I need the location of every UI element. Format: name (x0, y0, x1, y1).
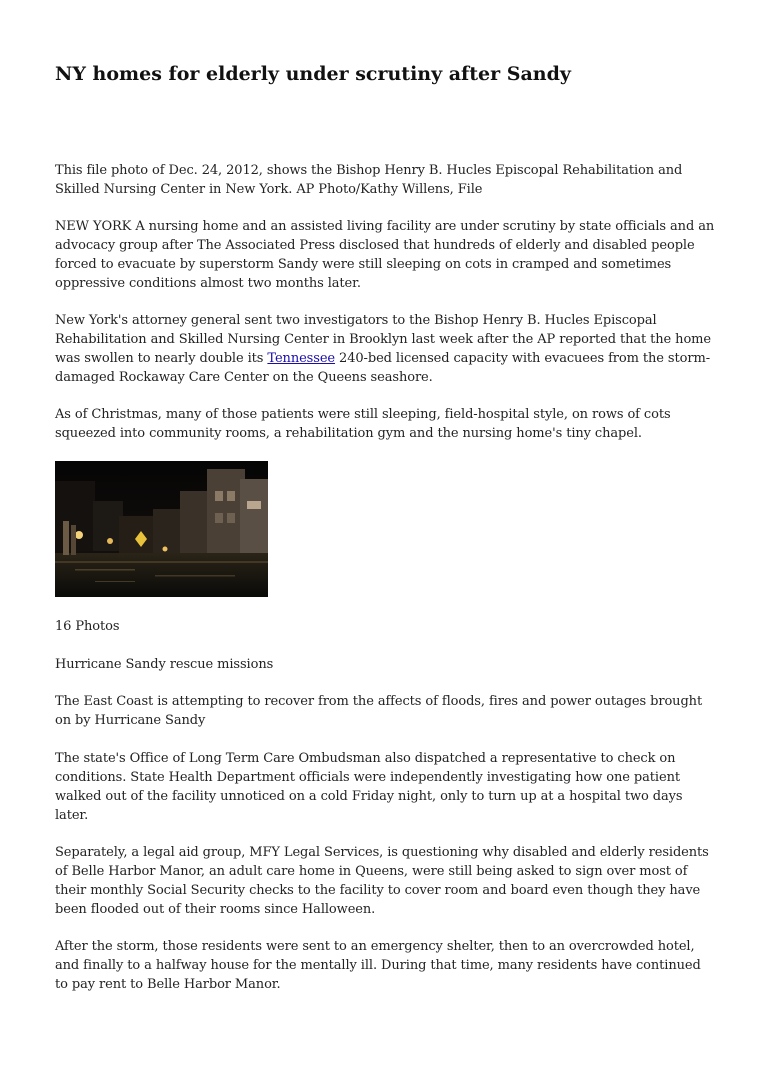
gallery-title[interactable]: Hurricane Sandy rescue missions (55, 657, 274, 672)
paragraph-1: NEW YORK A nursing home and an assisted living facility are under scrutiny by state officials and an advocacy group after The Associated Press disclosed that hundreds of elderly and disabled people forced to evacuate by superstorm Sandy were still sleeping on cots in cramped and sometimes oppressive conditions almost two months later. (55, 219, 715, 291)
paragraph-2 (55, 311, 717, 387)
paragraph-2-text-start: New York's attorney general sent two investigators to the Bishop Henry B. Hucles Episcopal Rehabilitation and Skilled Nursing Center in Brooklyn last week after the AP reported that the home was swollen to nearly double its (55, 313, 711, 366)
paragraph-5: Separately, a legal aid group, MFY Legal Services, is questioning why disabled and elderly residents of Belle Harbor Manor, an adult care home in Queens, were still being asked to sign over most of their monthly Social Security checks to the facility to cover room and board even though they have been flooded out of their rooms since Halloween. (55, 845, 709, 917)
gallery-photo-count[interactable]: 16 Photos (55, 619, 120, 634)
tennessee-link[interactable]: Tennessee (267, 351, 336, 366)
paragraph-4: The state's Office of Long Term Care Ombudsman also dispatched a representative to check on conditions. State Health Department officials were independently investigating how one patient walked out of the facility unnoticed on a cold Friday night, only to turn up at a hospital two days later. (55, 751, 683, 823)
flooded-street-night-image (55, 461, 268, 597)
gallery-description: The East Coast is attempting to recover from the affects of floods, fires and power outages brought on by Hurricane Sandy (55, 694, 703, 728)
article-title: NY homes for elderly under scrutiny after Sandy (55, 63, 571, 85)
photo-caption: This file photo of Dec. 24, 2012, shows the Bishop Henry B. Hucles Episcopal Rehabilitation and Skilled Nursing Center in New York. AP Photo/Kathy Willens, File (55, 163, 683, 197)
paragraph-3: As of Christmas, many of those patients were still sleeping, field-hospital style, on rows of cots squeezed into community rooms, a rehabilitation gym and the nursing home's tiny chapel. (55, 407, 671, 441)
paragraph-2-text-end: 240-bed licensed capacity with evacuees from the storm-damaged Rockaway Care Center on the Queens seashore. (55, 351, 710, 385)
paragraph-6: After the storm, those residents were sent to an emergency shelter, then to an overcrowded hotel, and finally to a halfway house for the mentally ill. During that time, many residents have continued to pay rent to Belle Harbor Manor. (55, 939, 701, 992)
gallery-photo[interactable] (55, 461, 268, 597)
